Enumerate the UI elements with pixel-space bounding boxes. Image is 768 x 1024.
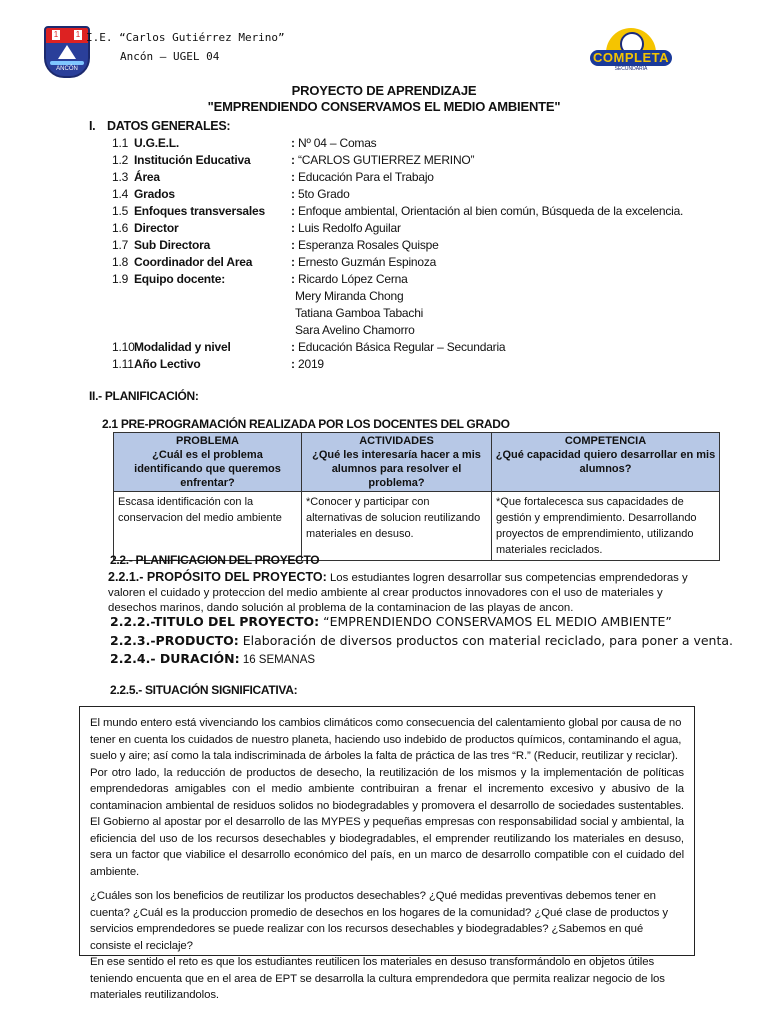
row-number: 1.8 bbox=[112, 255, 129, 269]
planning-heading: 2.2.- PLANIFICACION DEL PROYECTO bbox=[110, 553, 320, 567]
project-title: "EMPRENDIENDO CONSERVAMOS EL MEDIO AMBIENTE" bbox=[207, 99, 561, 114]
table-header-row bbox=[114, 433, 720, 492]
document-title: PROYECTO DE APRENDIZAJE bbox=[291, 83, 477, 98]
row-number: 1.10 bbox=[112, 340, 135, 354]
purpose-label: 2.2.1.- PROPÓSITO DEL PROYECTO: bbox=[108, 570, 327, 584]
activities-cell: *Conocer y participar con alternativas de solucion reutilizando materiales en desuso. bbox=[302, 492, 492, 561]
problem-header: PROBLEMA ¿Cuál es el problema identificando que queremos enfrentar? bbox=[114, 433, 302, 492]
row-label: Coordinador del Area bbox=[134, 255, 253, 269]
situation-box bbox=[79, 706, 695, 1001]
row-colon: : bbox=[291, 136, 295, 150]
row-colon: : bbox=[291, 238, 295, 252]
row-colon: : bbox=[291, 340, 295, 354]
row-label: Sub Directora bbox=[134, 238, 211, 252]
product-label: 2.2.3.-PRODUCTO: bbox=[110, 633, 239, 648]
row-label: Director bbox=[134, 221, 179, 235]
school-location: Ancón – UGEL 04 bbox=[120, 50, 220, 63]
duration-value: 16 SEMANAS bbox=[239, 654, 316, 666]
school-emblem: 1 1 ANCÓN bbox=[44, 26, 90, 78]
row-colon: : bbox=[291, 153, 295, 167]
situation-paragraph-4: En ese sentido el reto es que los estudiantes reutilicen los materiales en desuso transformándolo en objetos útiles teniendo encuenta que en el area de EPT se desarrolla la cultura emprendedora que permita realizar negocio de los materiales reutilizandolos. bbox=[90, 956, 665, 1001]
project-title-value: “EMPRENDIENDO CONSERVAMOS EL MEDIO AMBIENTE” bbox=[319, 614, 672, 629]
row-number: 1.6 bbox=[112, 221, 129, 235]
row-value: Ricardo López Cerna bbox=[298, 272, 408, 286]
row-number: 1.3 bbox=[112, 170, 129, 184]
row-value: Ernesto Guzmán Espinoza bbox=[298, 255, 437, 269]
situation-paragraph-2: Por otro lado, la reducción de productos de desecho, la reutilización de los mismos y la implementación de políticas emprendedoras amigables con el medio ambiente contribuiran a frenar el incremento excesivo y abusivo de la contaminacion ambiental de residuos solidos no biodegradables y promovera el desarrollo de sociedades sustentables. El Gobierno al apostar por el desarrollo de las MYPES y pequeñas empresas con responsabilidad social y ambiental, la eficiencia del uso de los recursos desechables y biodegradables, el emprender reutilizando los materiales en desuso, sera un factor que viabilice el desarrollo económico del país, en un marco de desarrollo compatible con el cuidado del ambiente. bbox=[90, 766, 684, 878]
product-value: Elaboración de diversos productos con material reciclado, para poner a venta. bbox=[238, 633, 734, 648]
situation-heading: 2.2.5.- SITUACIÓN SIGNIFICATIVA: bbox=[110, 683, 298, 697]
row-colon: : bbox=[291, 357, 295, 371]
row-label: Año Lectivo bbox=[134, 357, 201, 371]
row-colon: : bbox=[291, 272, 295, 286]
row-colon: : bbox=[291, 221, 295, 235]
row-value: Educación Para el Trabajo bbox=[298, 170, 434, 184]
purpose-paragraph bbox=[108, 570, 698, 615]
row-value: Esperanza Rosales Quispe bbox=[298, 238, 439, 252]
row-label: Enfoques transversales bbox=[134, 204, 265, 218]
row-colon: : bbox=[291, 170, 295, 184]
activities-header: ACTIVIDADES ¿Qué les interesaría hacer a mis alumnos para resolver el problema? bbox=[302, 433, 492, 492]
row-label: Área bbox=[134, 170, 160, 184]
situation-paragraph-3: ¿Cuáles son los beneficios de reutilizar los productos desechables? ¿Qué medidas preventivas debemos tener en cuenta? ¿Cuál es la produccion promedio de desechos en los hogares de la comunidad? ¿Qué clase de productos y servicios emprendedores se puede realizar con los recursos desechables y biodegradables? ¿Sabemos en qué consiste el reciclaje? bbox=[90, 890, 668, 952]
school-name: I.E. “Carlos Gutiérrez Merino” bbox=[86, 31, 285, 44]
purpose-text: Los estudiantes logren desarrollar sus competencias emprendedoras y valoren el cuidado y proteccion del medio ambiente al crear productos innovadores con el uso de materiales y desechos marinos, dando solución al problema de la contaminacion de las playas de ancon. bbox=[108, 572, 688, 614]
row-label: Equipo docente: bbox=[134, 272, 225, 286]
row-colon: : bbox=[291, 204, 295, 218]
row-label: Grados bbox=[134, 187, 175, 201]
row-number: 1.1 bbox=[112, 136, 129, 150]
row-value: 5to Grado bbox=[298, 187, 350, 201]
row-label: Institución Educativa bbox=[134, 153, 251, 167]
row-colon: : bbox=[291, 255, 295, 269]
row-value: “CARLOS GUTIERREZ MERINO” bbox=[298, 153, 475, 167]
row-colon: : bbox=[291, 187, 295, 201]
row-value: Enfoque ambiental, Orientación al bien común, Búsqueda de la excelencia. bbox=[298, 204, 684, 218]
project-title-line bbox=[110, 614, 672, 629]
logo-text: COMPLETA bbox=[590, 50, 672, 66]
section-2-heading: II.- PLANIFICACIÓN: bbox=[89, 389, 199, 403]
row-number: 1.9 bbox=[112, 272, 129, 286]
completa-logo bbox=[590, 28, 672, 74]
row-number: 1.2 bbox=[112, 153, 129, 167]
row-number: 1.5 bbox=[112, 204, 129, 218]
row-label: U.G.E.L. bbox=[134, 136, 180, 150]
competence-cell: *Que fortalecesca sus capacidades de gestión y emprendimiento. Desarrollando proyectos de emprendimiento, utilizando materiales reciclados. bbox=[492, 492, 720, 561]
pre-programming-heading: 2.1 PRE-PROGRAMACIÓN REALIZADA POR LOS DOCENTES DEL GRADO bbox=[102, 417, 510, 431]
logo-subtext: SECUNDARIA bbox=[614, 66, 648, 72]
team-member: Sara Avelino Chamorro bbox=[295, 323, 415, 337]
row-label: Modalidad y nivel bbox=[134, 340, 231, 354]
problem-cell: Escasa identificación con la conservacion del medio ambiente bbox=[114, 492, 302, 561]
section-1-heading: DATOS GENERALES: bbox=[107, 119, 231, 133]
duration-line bbox=[110, 651, 315, 666]
table-row bbox=[114, 492, 720, 561]
pre-programming-table bbox=[113, 432, 720, 561]
competence-header: COMPETENCIA ¿Qué capacidad quiero desarrollar en mis alumnos? bbox=[492, 433, 720, 492]
product-line bbox=[110, 633, 733, 648]
row-value: Nº 04 – Comas bbox=[298, 136, 377, 150]
situation-paragraph-1: El mundo entero está vivenciando los cambios climáticos como consecuencia del calentamiento global por causa de no tener en cuenta los cuidados de nuestro planeta, haciendo uso indebido de productos químicos, contaminando el agua, suelo y aire; así como la tala indiscriminada de árboles la falta de práctica de las tres “R.” (Reducir, reutilizar y reciclar). bbox=[90, 717, 682, 762]
row-value: 2019 bbox=[298, 357, 324, 371]
row-number: 1.4 bbox=[112, 187, 129, 201]
row-number: 1.7 bbox=[112, 238, 129, 252]
team-member: Tatiana Gamboa Tabachi bbox=[295, 306, 424, 320]
project-title-label: 2.2.2.-TITULO DEL PROYECTO: bbox=[110, 614, 320, 629]
row-value: Luis Redolfo Aguilar bbox=[298, 221, 401, 235]
row-number: 1.11 bbox=[112, 357, 134, 371]
row-value: Educación Básica Regular – Secundaria bbox=[298, 340, 506, 354]
team-member: Mery Miranda Chong bbox=[295, 289, 404, 303]
duration-label: 2.2.4.- DURACIÓN: bbox=[110, 651, 240, 666]
section-1-number: I. bbox=[89, 119, 96, 133]
